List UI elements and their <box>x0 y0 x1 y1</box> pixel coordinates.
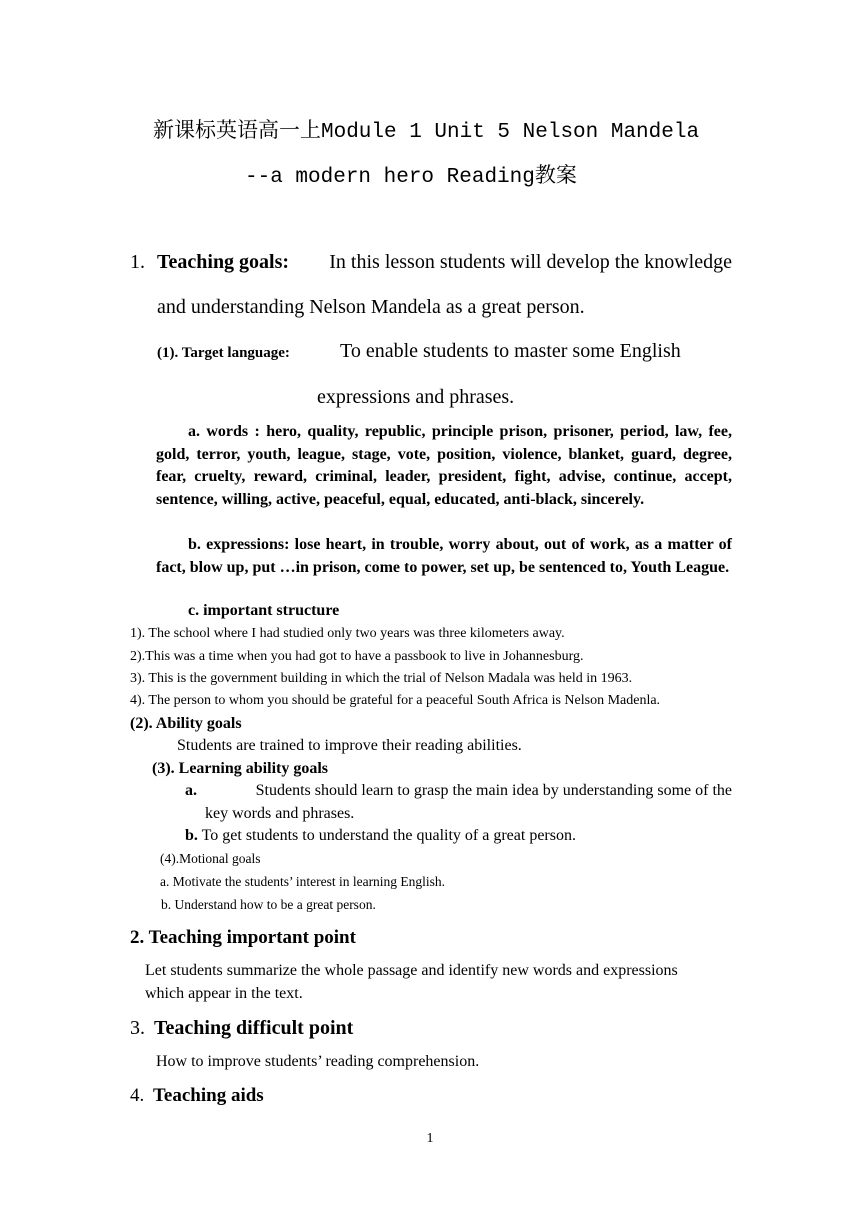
section-2-text-1: Let students summarize the whole passage and identify new words and expressions <box>145 962 678 979</box>
motional-goal-b: b. Understand how to be a great person. <box>161 897 376 912</box>
structure-item-2: 2).This was a time when you had got to have a passbook to live in Johannesburg. <box>130 649 584 664</box>
target-language-text-1: To enable students to master some English <box>340 340 681 362</box>
target-language-text <box>340 340 732 363</box>
section-1-number: 1. <box>130 251 145 273</box>
page-number: 1 <box>426 1131 434 1146</box>
section-3-line <box>130 1017 353 1040</box>
section-1-line-1 <box>157 251 732 274</box>
learning-goal-b-text: To get students to understand the quality of a great person. <box>201 827 576 844</box>
target-language-text-2: expressions and phrases. <box>317 386 515 408</box>
learning-goal-a-line <box>185 782 732 800</box>
section-1-text-2: and understanding Nelson Mandela as a great person. <box>157 296 585 318</box>
structure-item-4: 4). The person to whom you should be grateful for a peaceful South Africa is Nelson Madenla. <box>130 693 661 708</box>
target-language-label: (1). Target language: <box>157 345 290 361</box>
title-line-1 <box>153 114 699 144</box>
title-cn-part: 新课标英语高一上 <box>153 118 321 142</box>
ability-goals-label: (2). Ability goals <box>130 715 242 732</box>
learning-goals-label: (3). Learning ability goals <box>152 760 329 777</box>
section-4-number: 4. <box>130 1085 145 1106</box>
expressions-paragraph: b. expressions: lose heart, in trouble, worry about, out of work, as a matter of fact, blow up, put …in prison, come to power, set up, be sentenced to, Youth League. <box>156 536 732 576</box>
learning-goal-b-label: b. <box>185 827 198 844</box>
structure-item-3: 3). This is the government building in which the trial of Nelson Madala was held in 1963. <box>130 671 633 686</box>
structure-item-1: 1). The school where I had studied only two years was three kilometers away. <box>130 626 565 641</box>
section-3-text: How to improve students’ reading comprehension. <box>156 1053 480 1070</box>
section-1-heading: Teaching goals: <box>157 251 290 273</box>
target-language-line <box>157 340 732 363</box>
ability-goals-text: Students are trained to improve their reading abilities. <box>177 737 522 754</box>
learning-goal-a-text-2: key words and phrases. <box>205 805 355 822</box>
learning-goal-a-text-1: Students should learn to grasp the main idea by understanding some of the <box>255 782 732 799</box>
learning-goal-a-label: a. <box>185 782 197 799</box>
section-2-text-2: which appear in the text. <box>145 985 303 1002</box>
subtitle-en-part: --a modern hero Reading <box>245 166 535 189</box>
section-1-text-1: In this lesson students will develop the knowledge <box>329 251 732 273</box>
section-2-heading: 2. Teaching important point <box>130 927 356 948</box>
section-3-number: 3. <box>130 1017 145 1039</box>
words-paragraph: a. words : hero, quality, republic, principle prison, prisoner, period, law, fee, gold, terror, youth, league, stage, vote, position, violence, blanket, guard, degree, fear, cruelty, reward, criminal, leader, president, fight, advise, continue, accept, sentence, willing, active, peaceful, equal, educated, anti-black, sincerely. <box>156 423 732 508</box>
motional-goals-label: (4).Motional goals <box>160 851 261 866</box>
title-line-2 <box>245 159 577 189</box>
section-3-heading: Teaching difficult point <box>154 1017 354 1039</box>
section-4-line <box>130 1085 264 1107</box>
structure-label: c. important structure <box>188 602 340 619</box>
motional-goal-a: a. Motivate the students’ interest in learning English. <box>160 874 446 889</box>
section-4-heading: Teaching aids <box>153 1085 264 1106</box>
learning-goal-b-line <box>185 827 576 845</box>
title-en-part: Module 1 Unit 5 Nelson Mandela <box>321 121 700 144</box>
subtitle-cn-part: 教案 <box>534 163 577 187</box>
